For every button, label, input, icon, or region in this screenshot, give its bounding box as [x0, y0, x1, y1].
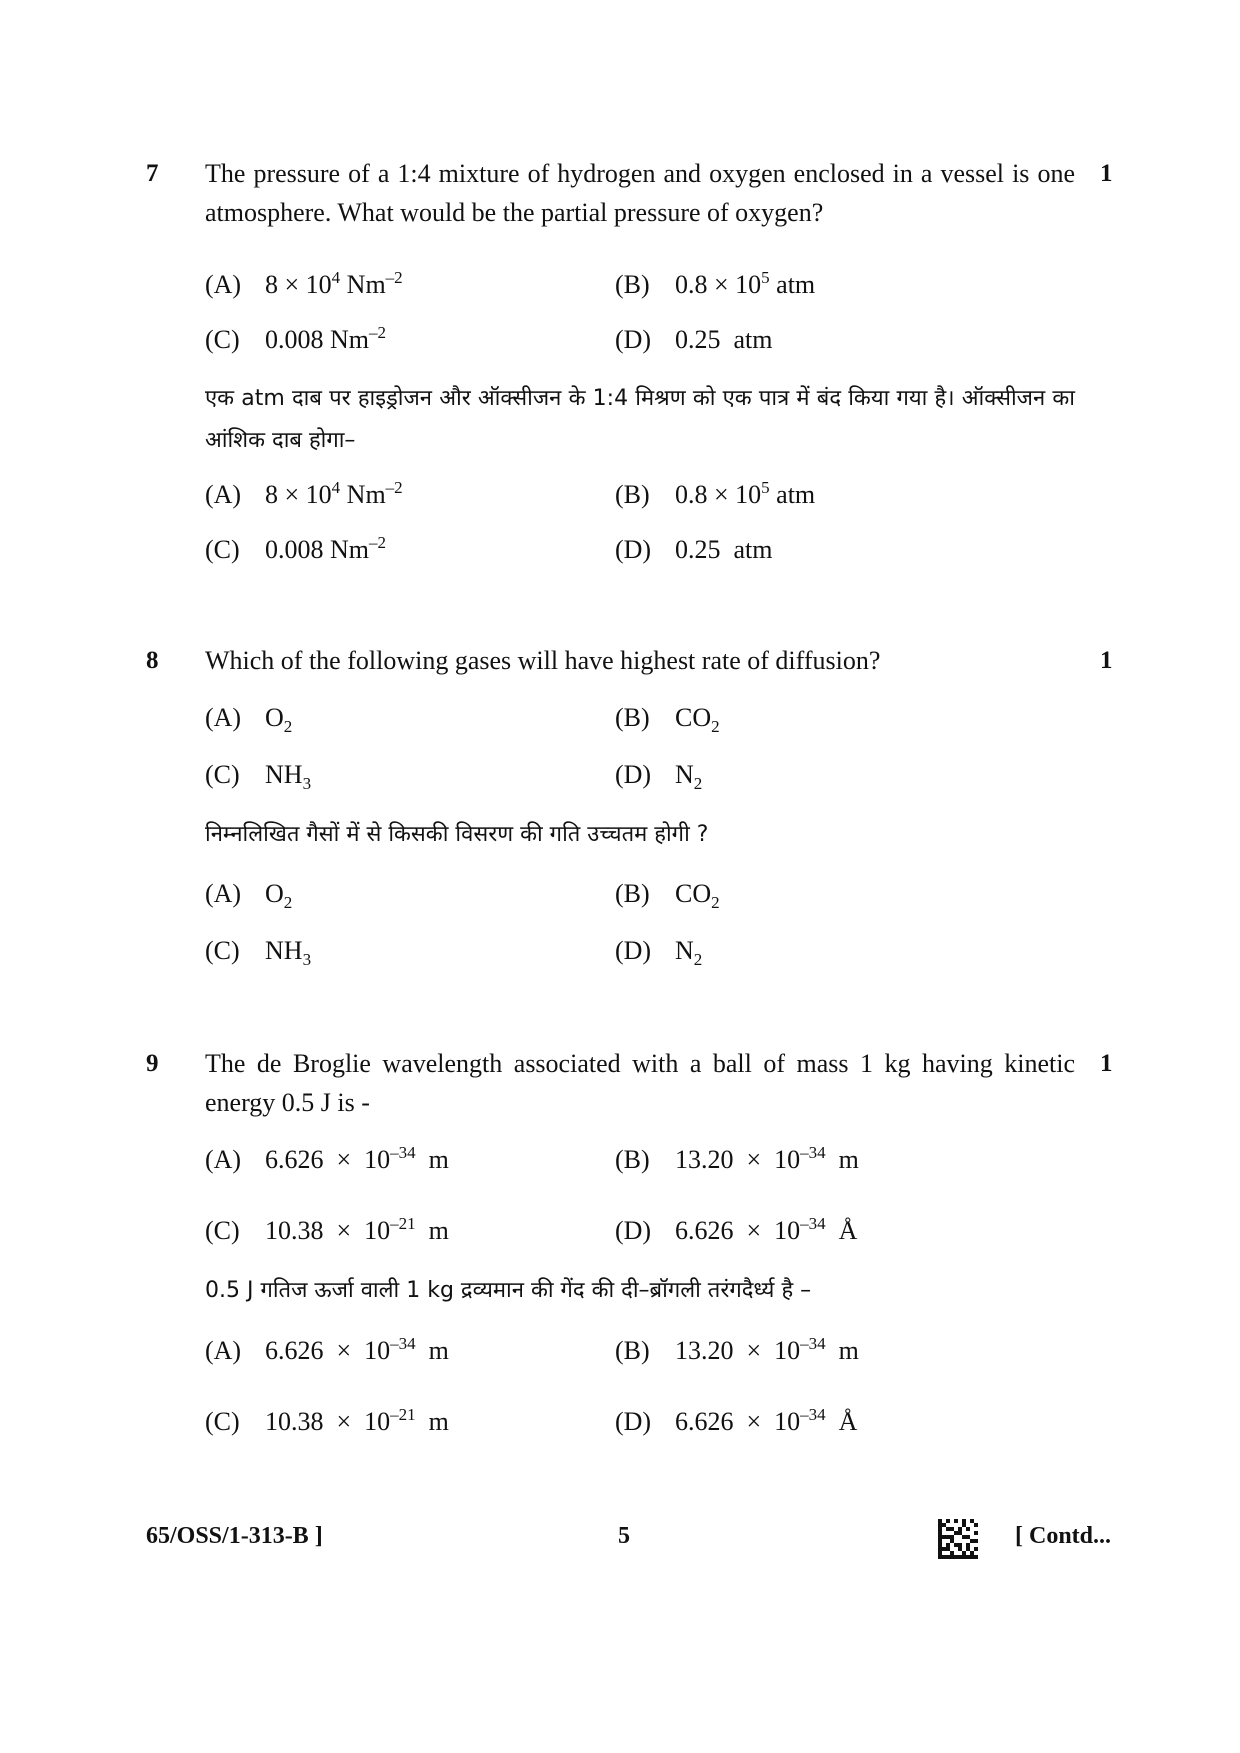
continued-label: [ Contd... [1015, 1523, 1112, 1549]
question-text-en: The pressure of a 1:4 mixture of hydrogen and oxygen enclosed in a vessel is one atmosphere. What would be the partial pressure of oxygen? [205, 159, 1075, 227]
question-text-hi: एक atm दाब पर हाइड्रोजन और ऑक्सीजन के 1:4 मिश्रण को एक पात्र में बंद किया गया है। ऑक्सीजन का आंशिक दाब होगा– [205, 386, 1075, 453]
option-a: (A) $6.626 \times 10^{-34}$ m [205, 1143, 449, 1174]
option-d: (D) $N_2$ [615, 760, 703, 793]
option-b-hi: (B) $0.8 \times 10^5$ atm [615, 478, 816, 509]
question-text-hi: निम्नलिखित गैसों में से किसकी विसरण की गति उच्चतम होगी ? [205, 822, 709, 847]
question-marks: 1 [1100, 647, 1113, 674]
option-b: (B) $CO_2$ [615, 703, 720, 736]
question-text-hi: 0.5 J गतिज ऊर्जा वाली 1 kg द्रव्यमान की गेंद की दी–ब्रॉगली तरंगदैर्ध्य है – [205, 1278, 812, 1303]
option-a: (A) $8 \times 10^4$ $Nm^{-2}$ [205, 268, 403, 299]
question-text-en: Which of the following gases will have highest rate of diffusion? [205, 646, 881, 675]
page-number: 5 [618, 1523, 630, 1549]
option-d: (D) $6.626 \times 10^{-34}$ Å [615, 1214, 858, 1245]
option-a: (A) $O_2$ [205, 703, 293, 736]
option-b-hi: (B) $13.20 \times 10^{-34}$ m [615, 1334, 859, 1365]
option-a-hi: (A) $O_2$ [205, 879, 293, 912]
option-d-hi: (D) $6.626 \times 10^{-34}$ Å [615, 1405, 858, 1436]
option-b: (B) $0.8 \times 10^5$ atm [615, 268, 816, 299]
question-number: 9 [146, 1050, 159, 1077]
question-marks: 1 [1100, 1050, 1113, 1077]
option-d-hi: (D) $N_2$ [615, 936, 703, 969]
option-b: (B) $13.20 \times 10^{-34}$ m [615, 1143, 859, 1174]
option-d: (D) 0.25 atm [615, 325, 773, 354]
option-c-hi: (C) $NH_3$ [205, 936, 312, 969]
option-c: (C) $NH_3$ [205, 760, 312, 793]
option-c-hi: (C) 0.008 $Nm^{-2}$ [205, 533, 386, 564]
option-c: (C) 0.008 $Nm^{-2}$ [205, 323, 386, 354]
option-c: (C) $10.38 \times 10^{-21}$ m [205, 1214, 449, 1245]
option-d-hi: (D) 0.25 atm [615, 535, 773, 564]
question-text-en: The de Broglie wavelength associated with a ball of mass 1 kg having kinetic energy 0.5 J is - [205, 1049, 1075, 1117]
option-c-hi: (C) $10.38 \times 10^{-21}$ m [205, 1405, 449, 1436]
qr-code-icon [938, 1519, 978, 1559]
question-number: 7 [146, 160, 159, 187]
question-number: 8 [146, 647, 159, 674]
option-a-hi: (A) $6.626 \times 10^{-34}$ m [205, 1334, 449, 1365]
paper-code: 65/OSS/1-313-B ] [146, 1523, 323, 1549]
option-a-hi: (A) $8 \times 10^4$ $Nm^{-2}$ [205, 478, 403, 509]
question-marks: 1 [1100, 160, 1113, 187]
option-b-hi: (B) $CO_2$ [615, 879, 720, 912]
